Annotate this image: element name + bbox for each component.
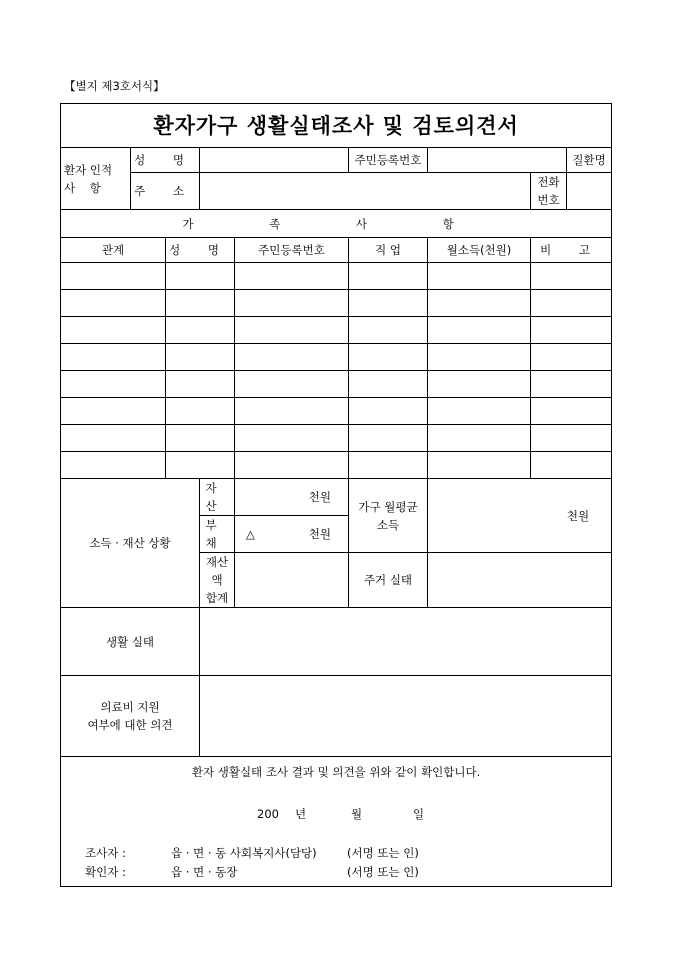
debt-label: 부 채 [200,516,235,553]
address-field[interactable] [200,173,531,210]
confirmer-org: 읍 · 면 · 동장 [171,865,238,879]
occupation-cell[interactable] [349,452,428,479]
member-name-cell[interactable] [166,263,235,290]
monthly-income-cell[interactable] [428,452,531,479]
remarks-cell[interactable] [531,425,612,452]
monthly-income-cell[interactable] [428,317,531,344]
member-rrn-cell[interactable] [235,290,349,317]
member-rrn-cell[interactable] [235,398,349,425]
total-assets-field[interactable] [235,553,349,608]
member-name-cell[interactable] [166,344,235,371]
address-label: 주 소 [131,173,200,210]
relation-cell[interactable] [61,371,166,398]
member-name-cell[interactable] [166,398,235,425]
rrn-label: 주민등록번호 [349,148,428,173]
debt-unit: 천원 [308,527,331,541]
member-rrn-cell[interactable] [235,263,349,290]
table-row [61,263,612,290]
asset-unit: 천원 [308,490,331,504]
occupation-cell[interactable] [349,398,428,425]
column-header: 비 고 [531,238,612,263]
debt-field[interactable] [235,516,349,553]
debt-prefix: △ [246,527,255,541]
remarks-cell[interactable] [531,317,612,344]
family-section-title: 가 족 사 항 [61,210,612,238]
relation-cell[interactable] [61,317,166,344]
opinion-field[interactable] [200,676,612,757]
column-header: 월소득(천원) [428,238,531,263]
occupation-cell[interactable] [349,371,428,398]
relation-cell[interactable] [61,290,166,317]
investigator-signature[interactable]: (서명 또는 인) [347,846,419,860]
asset-label: 자 산 [200,479,235,516]
table-row [61,452,612,479]
member-rrn-cell[interactable] [235,452,349,479]
phone-label: 전화번호 [531,173,567,210]
remarks-cell[interactable] [531,263,612,290]
confirmer-line [85,863,419,881]
remarks-cell[interactable] [531,344,612,371]
form-title: 환자가구 생활실태조사 및 검토의견서 [61,104,612,148]
remarks-cell[interactable] [531,290,612,317]
confirmation-text: 환자 생활실태 조사 결과 및 의견을 위와 같이 확인합니다. [191,765,481,779]
relation-cell[interactable] [61,452,166,479]
member-rrn-cell[interactable] [235,425,349,452]
month-label: 월 [351,807,363,821]
table-row [61,290,612,317]
asset-field[interactable] [235,479,349,516]
income-section-label: 소득 · 재산 상황 [61,479,200,608]
member-rrn-cell[interactable] [235,371,349,398]
occupation-cell[interactable] [349,425,428,452]
year-value[interactable]: 200 [257,807,279,821]
remarks-cell[interactable] [531,452,612,479]
monthly-income-field[interactable] [428,479,612,553]
date-line [257,805,424,823]
confirmer-signature[interactable]: (서명 또는 인) [347,865,419,879]
table-row [61,425,612,452]
occupation-cell[interactable] [349,263,428,290]
application-form [60,103,612,887]
remarks-cell[interactable] [531,371,612,398]
relation-cell[interactable] [61,263,166,290]
opinion-label: 의료비 지원 여부에 대한 의견 [61,676,200,757]
confirmer-label: 확인자 : [85,865,126,879]
monthly-income-cell[interactable] [428,344,531,371]
occupation-cell[interactable] [349,317,428,344]
column-header: 주민등록번호 [235,238,349,263]
remarks-cell[interactable] [531,398,612,425]
day-label: 일 [413,807,425,821]
living-condition-label: 생활 실태 [61,608,200,676]
occupation-cell[interactable] [349,344,428,371]
column-header: 성 명 [166,238,235,263]
column-header: 직 업 [349,238,428,263]
housing-field[interactable] [428,553,612,608]
year-label: 년 [295,807,307,821]
table-row [61,398,612,425]
member-rrn-cell[interactable] [235,317,349,344]
member-name-cell[interactable] [166,290,235,317]
monthly-income-unit: 천원 [566,508,590,523]
monthly-income-cell[interactable] [428,398,531,425]
confirmation-section [61,757,612,887]
disease-label: 질환명 [567,148,612,173]
rrn-field[interactable] [428,148,567,173]
occupation-cell[interactable] [349,290,428,317]
member-name-cell[interactable] [166,452,235,479]
relation-cell[interactable] [61,398,166,425]
living-condition-field[interactable] [200,608,612,676]
total-assets-label: 재산액 합계 [200,553,235,608]
investigator-label: 조사자 : [85,846,126,860]
table-row [61,317,612,344]
member-name-cell[interactable] [166,371,235,398]
form-number-label: 【별지 제3호서식】 [64,79,165,93]
monthly-income-cell[interactable] [428,263,531,290]
table-row [61,371,612,398]
table-row [61,344,612,371]
monthly-income-cell[interactable] [428,425,531,452]
patient-section-label: 환자 인적 사 항 [61,148,131,210]
relation-cell[interactable] [61,344,166,371]
member-name-cell[interactable] [166,317,235,344]
relation-cell[interactable] [61,425,166,452]
member-rrn-cell[interactable] [235,344,349,371]
monthly-income-cell[interactable] [428,371,531,398]
phone-field[interactable] [567,173,612,210]
member-name-cell[interactable] [166,425,235,452]
column-header: 관계 [61,238,166,263]
name-label: 성 명 [131,148,200,173]
investigator-line [85,844,419,862]
housing-label: 주거 실태 [349,553,428,608]
name-field[interactable] [200,148,349,173]
monthly-income-cell[interactable] [428,290,531,317]
investigator-org: 읍 · 면 · 동 사회복지사(담당) [171,846,317,860]
monthly-income-label: 가구 월평균 소득 [349,479,428,553]
